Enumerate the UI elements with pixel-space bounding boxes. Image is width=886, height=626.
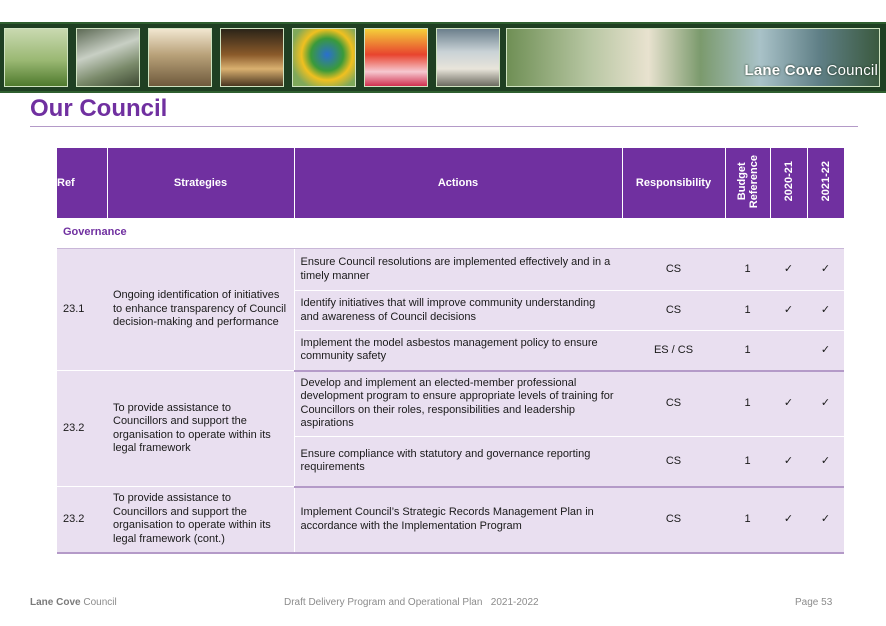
strategy-cell: Ongoing identification of initiatives to enhance transparency of Council decision-making and performance <box>107 249 294 371</box>
year1-check: ✓ <box>770 371 807 437</box>
year1-check: ✓ <box>770 437 807 487</box>
year2-check: ✓ <box>807 487 844 553</box>
year1-check: ✓ <box>770 487 807 553</box>
budget-cell: 1 <box>725 331 770 371</box>
table-row <box>57 371 844 437</box>
header-ref: Ref <box>57 148 107 218</box>
table-header-row <box>57 148 844 218</box>
action-cell: Identify initiatives that will improve community understanding and awareness of Council decisions <box>294 291 622 331</box>
header-budget-line2: Reference <box>747 154 760 209</box>
responsibility-cell: ES / CS <box>622 331 725 371</box>
footer-council-name <box>30 597 117 608</box>
header-year2-label: 2021-22 <box>819 161 832 202</box>
header-budget-reference <box>725 148 770 218</box>
page-title: Our Council <box>30 95 168 122</box>
responsibility-cell: CS <box>622 371 725 437</box>
council-logo <box>745 62 878 79</box>
year2-check: ✓ <box>807 371 844 437</box>
banner-photo-creek <box>76 28 140 87</box>
banner-photo-market <box>220 28 284 87</box>
action-cell: Ensure compliance with statutory and governance reporting requirements <box>294 437 622 487</box>
footer-page-number: Page 53 <box>795 597 833 608</box>
footer-council-bold: Lane Cove <box>30 597 81 608</box>
council-logo-light: Council <box>826 62 878 79</box>
budget-cell: 1 <box>725 291 770 331</box>
header-strategies: Strategies <box>107 148 294 218</box>
budget-cell: 1 <box>725 487 770 553</box>
year1-check <box>770 331 807 371</box>
year1-check: ✓ <box>770 249 807 291</box>
strategy-cell: To provide assistance to Councillors and support the organisation to operate within its legal framework (cont.) <box>107 487 294 553</box>
banner-photo-lorikeet <box>292 28 356 87</box>
strategy-cell: To provide assistance to Councillors and support the organisation to operate within its legal framework <box>107 371 294 487</box>
action-cell: Develop and implement an elected-member professional development program to ensure appropriate levels of training for Councillors on their roles, responsibilities and leadership aspirations <box>294 371 622 437</box>
ref-cell: 23.2 <box>57 487 107 553</box>
strategies-table <box>57 148 844 554</box>
budget-cell: 1 <box>725 371 770 437</box>
council-logo-bold: Lane Cove <box>744 62 823 79</box>
responsibility-cell: CS <box>622 487 725 553</box>
action-cell: Implement the model asbestos management policy to ensure community safety <box>294 331 622 371</box>
header-banner <box>0 22 886 93</box>
responsibility-cell: CS <box>622 437 725 487</box>
action-cell: Ensure Council resolutions are implemented effectively and in a timely manner <box>294 249 622 291</box>
responsibility-cell: CS <box>622 249 725 291</box>
table-row <box>57 487 844 553</box>
table-row <box>57 249 844 291</box>
responsibility-cell: CS <box>622 291 725 331</box>
header-year1-label: 2020-21 <box>782 161 795 202</box>
section-row-governance <box>57 218 844 249</box>
ref-cell: 23.1 <box>57 249 107 371</box>
header-year-2021-22 <box>807 148 844 218</box>
budget-cell: 1 <box>725 437 770 487</box>
banner-photo-park <box>4 28 68 87</box>
year2-check: ✓ <box>807 437 844 487</box>
year2-check: ✓ <box>807 331 844 371</box>
header-responsibility: Responsibility <box>622 148 725 218</box>
banner-photo-dancer <box>364 28 428 87</box>
banner-photo-festival <box>148 28 212 87</box>
title-divider <box>30 126 858 127</box>
header-year-2020-21 <box>770 148 807 218</box>
banner-photo-building <box>436 28 500 87</box>
action-cell: Implement Council’s Strategic Records Management Plan in accordance with the Implementation Program <box>294 487 622 553</box>
footer-document-title: Draft Delivery Program and Operational Plan 2021-2022 <box>284 597 539 608</box>
ref-cell: 23.2 <box>57 371 107 487</box>
section-label: Governance <box>57 218 844 249</box>
budget-cell: 1 <box>725 249 770 291</box>
year2-check: ✓ <box>807 291 844 331</box>
header-actions: Actions <box>294 148 622 218</box>
footer-council-light: Council <box>83 597 117 608</box>
year1-check: ✓ <box>770 291 807 331</box>
year2-check: ✓ <box>807 249 844 291</box>
header-budget-line1: Budget <box>735 162 748 201</box>
